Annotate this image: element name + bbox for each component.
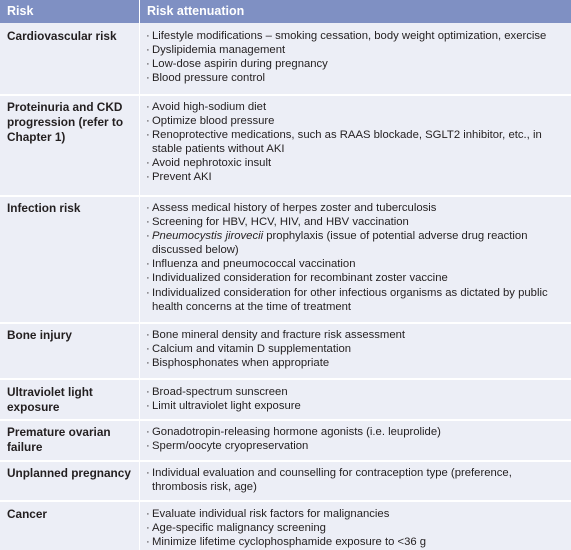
row-divider: [0, 195, 571, 197]
list-item: · Calcium and vitamin D supplementation: [146, 343, 352, 356]
list-item: · Bone mineral density and fracture risk assessment: [146, 329, 406, 341]
list-item: · Bisphosphonates when appropriate: [146, 357, 330, 370]
attenuation-list: [146, 507, 566, 549]
list-item: · Dyslipidemia management: [146, 44, 286, 57]
row-divider: [0, 500, 571, 502]
risk-label: Premature ovarian failure: [7, 425, 111, 454]
list-item: · Avoid nephrotoxic insult: [146, 157, 272, 170]
risk-label: Cardiovascular risk: [7, 29, 117, 43]
row-divider: [0, 322, 571, 324]
list-item: · Assess medical history of herpes zoster and tuberculosis: [146, 202, 437, 214]
risk-label: Ultraviolet light exposure: [7, 385, 93, 414]
list-item: · Optimize blood pressure: [146, 115, 275, 128]
list-item: · Limit ultraviolet light exposure: [146, 400, 301, 413]
list-item: · Influenza and pneumococcal vaccination: [146, 258, 356, 271]
list-item: · Individualized consideration for recombinant zoster vaccine: [146, 272, 448, 285]
list-item: · Avoid high-sodium diet: [146, 101, 267, 113]
list-item: · Low-dose aspirin during pregnancy: [146, 58, 328, 71]
attenuation-list: [146, 385, 566, 413]
column-divider: [139, 0, 140, 550]
list-item: · Evaluate individual risk factors for malignancies: [146, 508, 390, 520]
list-item: · Age-specific malignancy screening: [146, 522, 326, 535]
list-item: · Broad-spectrum sunscreen: [146, 386, 288, 398]
risk-label: Infection risk: [7, 201, 81, 215]
row-divider: [0, 378, 571, 380]
attenuation-list: [146, 201, 566, 314]
row-divider: [0, 460, 571, 462]
list-item: · Blood pressure control: [146, 72, 266, 85]
list-item: · Pneumocystis jirovecii prophylaxis (issue of potential adverse drug reaction discussed below): [146, 230, 528, 257]
list-item: · Lifestyle modifications – smoking cessation, body weight optimization, exercise: [146, 30, 547, 42]
risk-label: Cancer: [7, 507, 47, 521]
header-risk-attenuation: Risk attenuation: [147, 4, 245, 18]
list-item: · Individualized consideration for other infectious organisms as dictated by public health concerns at the time of treatment: [146, 286, 548, 313]
risk-label: Bone injury: [7, 328, 72, 342]
list-item: · Renoprotective medications, such as RAAS blockade, SGLT2 inhibitor, etc., in stable patients without AKI: [146, 129, 542, 156]
row-divider: [0, 419, 571, 421]
risk-label: Proteinuria and CKD progression (refer to Chapter 1): [7, 100, 124, 144]
list-item: · Sperm/oocyte cryopreservation: [146, 440, 309, 453]
header-risk: Risk: [7, 4, 34, 18]
list-item: · Screening for HBV, HCV, HIV, and HBV vaccination: [146, 216, 409, 229]
row-divider: [0, 94, 571, 96]
list-item: · Prevent AKI: [146, 171, 212, 184]
list-item: · Individual evaluation and counselling for contraception type (preference, thrombosis risk, age): [146, 467, 512, 494]
attenuation-list: [146, 328, 566, 370]
table-header: [0, 0, 571, 23]
risk-label: Unplanned pregnancy: [7, 466, 131, 480]
list-item: · Minimize lifetime cyclophosphamide exposure to <36 g: [146, 536, 427, 549]
list-item: · Gonadotropin-releasing hormone agonists (i.e. leuprolide): [146, 426, 441, 438]
attenuation-list: [146, 425, 566, 453]
attenuation-list: [146, 466, 566, 494]
attenuation-list: [146, 100, 566, 185]
attenuation-list: [146, 29, 566, 85]
